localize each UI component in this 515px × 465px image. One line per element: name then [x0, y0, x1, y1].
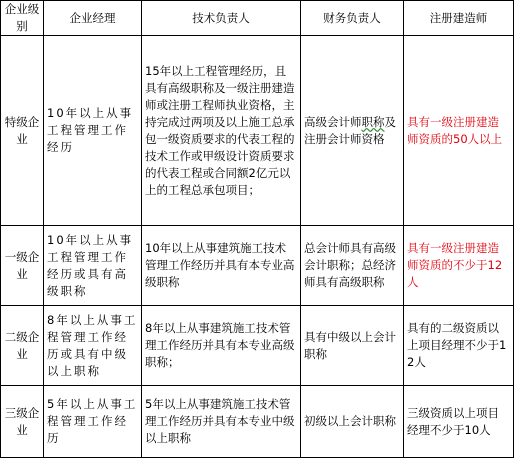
- manager-cell: 10年以上从事工程管理工作经历或具有高级职称: [44, 226, 142, 306]
- spellcheck-underlined-text: 职称: [361, 114, 385, 129]
- finance-text: 及注册会计师资格: [304, 114, 396, 146]
- header-manager: 企业经理: [44, 1, 142, 36]
- level-cell: 二级企业: [1, 306, 44, 386]
- registered-builder-cell: 具有一级注册建造师资质的不少于12人: [404, 226, 514, 306]
- tech-lead-cell: 10年以上从事建筑施工技术管理工作经历并具有本专业高级职称: [142, 226, 301, 306]
- header-registered-builder: 注册建造师: [404, 1, 514, 36]
- table-row: [1, 36, 514, 226]
- header-level: 企业级别: [1, 1, 44, 36]
- header-row: [1, 1, 514, 36]
- level-cell: 特级企业: [1, 36, 44, 226]
- manager-cell: 5年以上从事工程管理工作经历: [44, 386, 142, 458]
- table-row: [1, 306, 514, 386]
- tech-lead-cell: 15年以上工程管理经历，且具有高级职称及一级注册建造师或注册工程师执业资格，主持完成过两项及以上施工总承包一级资质要求的代表工程的技术工作或甲级设计资质要求的代表工程或合同额2亿元以上的工程总承包项目；: [142, 36, 301, 226]
- finance-lead-cell: 初级以上会计职称: [301, 386, 404, 458]
- finance-text: 高级会计师: [304, 114, 362, 129]
- finance-lead-cell: 具有中级以上会计职称: [301, 306, 404, 386]
- registered-builder-cell: 三级资质以上项目经理不少于10人: [404, 386, 514, 458]
- registered-builder-cell: 具有一级注册建造师资质的50人以上: [404, 36, 514, 226]
- table-row: [1, 226, 514, 306]
- tech-lead-cell: 8年以上从事建筑施工技术管理工作经历并具有本专业高级职称；: [142, 306, 301, 386]
- registered-builder-cell: 具有的二级资质以上项目经理不少于12人: [404, 306, 514, 386]
- level-cell: 一级企业: [1, 226, 44, 306]
- header-tech-lead: 技术负责人: [142, 1, 301, 36]
- table-row: [1, 386, 514, 458]
- finance-lead-cell: 总会计师具有高级会计职称；总经济师具有高级职称: [301, 226, 404, 306]
- finance-lead-cell: [301, 36, 404, 226]
- manager-cell: 8年以上从事工程管理工作经历或具有中级以上职称: [44, 306, 142, 386]
- level-cell: 三级企业: [1, 386, 44, 458]
- header-finance-lead: 财务负责人: [301, 1, 404, 36]
- tech-lead-cell: 5年以上从事建筑施工技术管理工作经历并具有本专业中级以上职称: [142, 386, 301, 458]
- manager-cell: 10年以上从事工程管理工作经历: [44, 36, 142, 226]
